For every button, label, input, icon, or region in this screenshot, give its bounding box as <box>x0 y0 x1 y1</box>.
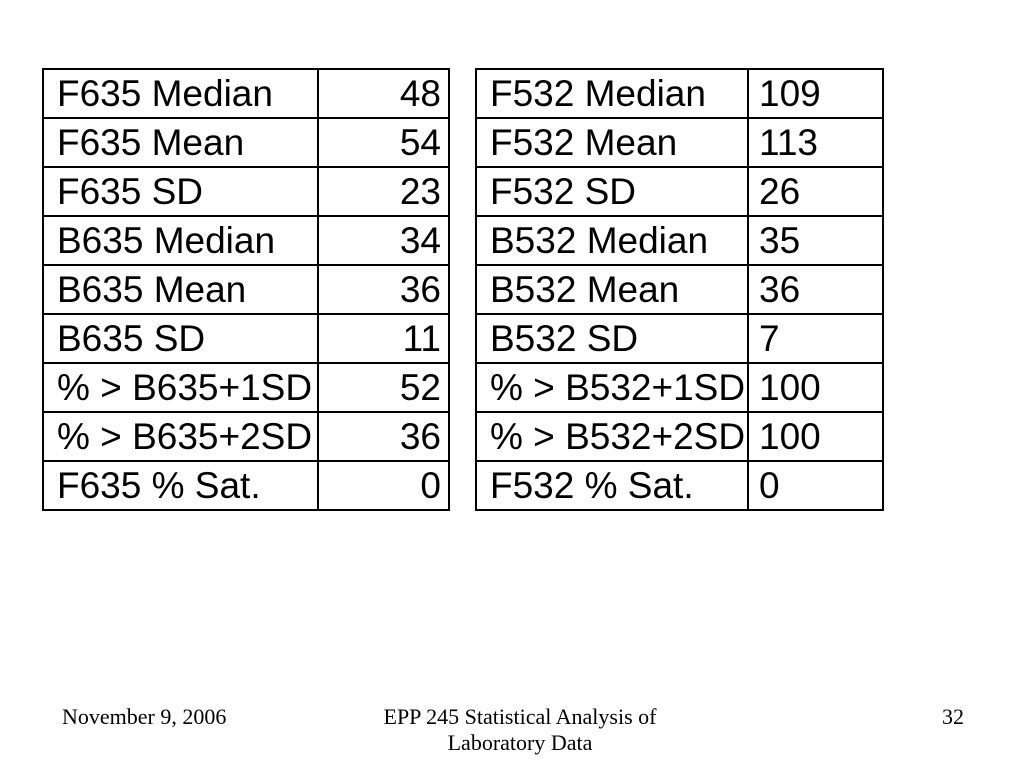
stat-value: 26 <box>748 167 883 216</box>
stat-label: % > B635+1SD <box>43 363 318 412</box>
table-row <box>43 265 449 314</box>
stat-label: B635 Median <box>43 216 318 265</box>
stat-label: B532 Mean <box>476 265 748 314</box>
stat-label: F635 Mean <box>43 118 318 167</box>
stat-value: 100 <box>748 412 883 461</box>
stat-value: 100 <box>748 363 883 412</box>
footer-course-title-line2: Laboratory Data <box>447 730 593 755</box>
table-row <box>476 363 883 412</box>
stat-value: 109 <box>748 69 883 118</box>
stat-label: B635 SD <box>43 314 318 363</box>
table-row <box>43 216 449 265</box>
table-row <box>476 216 883 265</box>
stats-table-532 <box>475 68 884 511</box>
table-row <box>43 363 449 412</box>
table-row <box>43 167 449 216</box>
stat-value: 35 <box>748 216 883 265</box>
table-row <box>43 412 449 461</box>
stat-value: 0 <box>748 461 883 510</box>
table-row <box>476 118 883 167</box>
stat-label: % > B532+2SD <box>476 412 748 461</box>
stat-value: 11 <box>318 314 449 363</box>
stat-label: F635 SD <box>43 167 318 216</box>
stat-value: 113 <box>748 118 883 167</box>
table-row <box>476 167 883 216</box>
stat-value: 36 <box>748 265 883 314</box>
stat-label: F532 Mean <box>476 118 748 167</box>
table-row <box>43 461 449 510</box>
stats-table-635 <box>42 68 450 511</box>
stat-label: F635 Median <box>43 69 318 118</box>
stat-value: 0 <box>318 461 449 510</box>
table-row <box>43 118 449 167</box>
stat-label: F635 % Sat. <box>43 461 318 510</box>
table-row <box>476 412 883 461</box>
stat-value: 7 <box>748 314 883 363</box>
stat-value: 48 <box>318 69 449 118</box>
stat-value: 52 <box>318 363 449 412</box>
table-row <box>476 69 883 118</box>
table-row <box>476 314 883 363</box>
stat-label: F532 SD <box>476 167 748 216</box>
stat-value: 36 <box>318 265 449 314</box>
table-row <box>476 461 883 510</box>
stat-label: B532 SD <box>476 314 748 363</box>
stat-value: 36 <box>318 412 449 461</box>
table-row <box>476 265 883 314</box>
stat-label: F532 % Sat. <box>476 461 748 510</box>
table-row <box>43 314 449 363</box>
footer-course-title <box>262 704 778 756</box>
stat-label: % > B532+1SD <box>476 363 748 412</box>
stat-label: F532 Median <box>476 69 748 118</box>
stat-label: B532 Median <box>476 216 748 265</box>
stat-value: 23 <box>318 167 449 216</box>
stat-value: 34 <box>318 216 449 265</box>
stat-label: % > B635+2SD <box>43 412 318 461</box>
footer-date: November 9, 2006 <box>62 704 227 729</box>
table-row <box>43 69 449 118</box>
footer-page-number: 32 <box>942 704 964 729</box>
stat-label: B635 Mean <box>43 265 318 314</box>
footer-course-title-line1: EPP 245 Statistical Analysis of <box>383 704 657 729</box>
stat-value: 54 <box>318 118 449 167</box>
